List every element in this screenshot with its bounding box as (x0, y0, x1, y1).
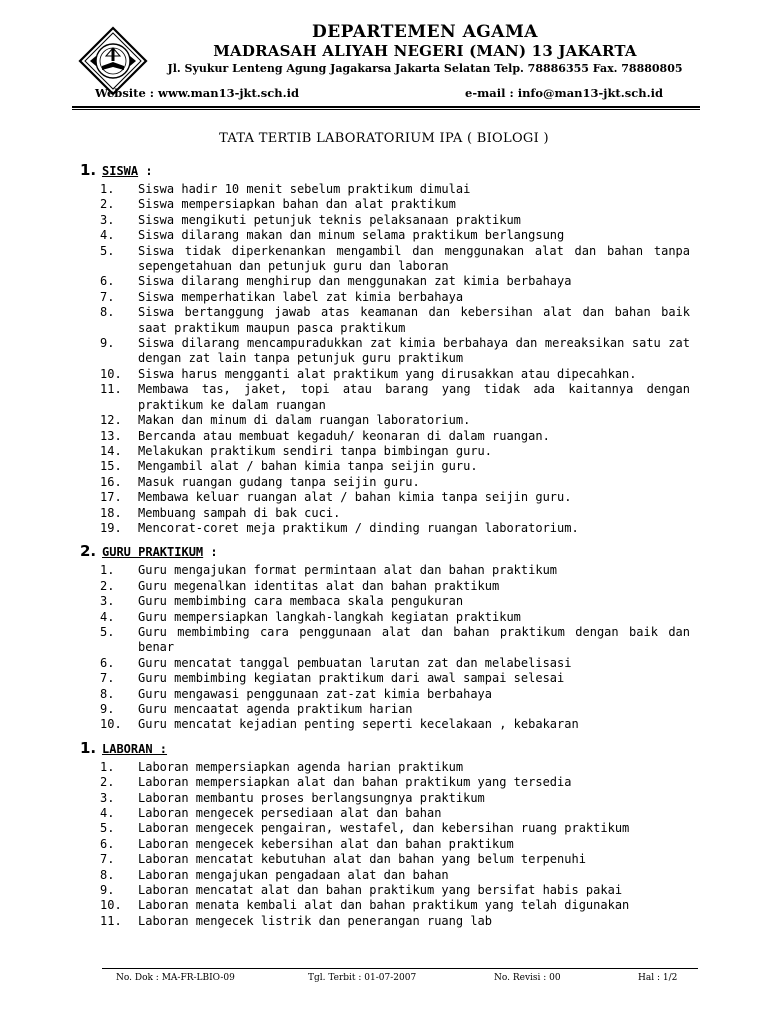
list-item-number: 9. (100, 336, 115, 351)
list-item (80, 490, 690, 505)
list-item (80, 213, 690, 228)
list-item (80, 367, 690, 382)
list-item (80, 382, 690, 413)
website-text: Website : www.man13-jkt.sch.id (95, 86, 300, 100)
list-item (80, 475, 690, 490)
list-item (80, 625, 690, 656)
list-item-number: 8. (100, 867, 115, 882)
list-item-text: Siswa dilarang mencampuradukkan zat kimia berbahaya dan mereaksikan satu zat dengan zat lain tanpa petunjuk guru praktikum (138, 336, 690, 366)
list-item-number: 7. (100, 289, 115, 304)
list-item-text: Makan dan minum di dalam ruangan laboratorium. (138, 413, 471, 428)
list-item (80, 883, 690, 898)
list-item-number: 10. (100, 898, 122, 913)
list-item-number: 2. (100, 775, 115, 790)
list-item (80, 197, 690, 212)
list-item-number: 10. (100, 717, 122, 732)
list-item-number: 9. (100, 883, 115, 898)
list-item-number: 3. (100, 594, 115, 609)
document-number: No. Dok : MA-FR-LBIO-09 (116, 973, 235, 983)
list-item-text: Siswa harus mengganti alat praktikum yang dirusakkan atau dipecahkan. (138, 366, 637, 381)
list-item-number: 3. (100, 212, 115, 227)
letterhead-divider-thin (72, 109, 700, 110)
list-item-text: Guru mempersiapkan langkah-langkah kegiatan praktikum (138, 609, 521, 624)
list-item-number: 11. (100, 913, 122, 928)
list-item-text: Laboran mencatat alat dan bahan praktikum yang bersifat habis pakai (138, 883, 623, 898)
school-address: Jl. Syukur Lenteng Agung Jagakarsa Jakarta Selatan Telp. 78886355 Fax. 78880805 (167, 62, 683, 75)
section-title-suffix: : (203, 545, 218, 560)
section-heading (80, 738, 690, 760)
list-item-text: Guru mencatat tanggal pembuatan larutan zat dan melabelisasi (138, 655, 572, 670)
list-item-number: 1. (100, 563, 115, 578)
list-item-text: Siswa mengikuti petunjuk teknis pelaksanaan praktikum (138, 212, 521, 227)
list-item-text: Laboran mengecek pengairan, westafel, dan kebersihan ruang praktikum (138, 821, 630, 836)
section-number: 2. (80, 542, 97, 561)
section-number: 1. (80, 738, 97, 757)
list-item-number: 7. (100, 852, 115, 867)
list-item-number: 19. (100, 520, 122, 535)
list-item (80, 702, 690, 717)
list-item-number: 5. (100, 243, 115, 258)
list-item-number: 14. (100, 443, 122, 458)
list-item (80, 821, 690, 836)
list-item-number: 2. (100, 578, 115, 593)
list-item-text: Guru mencatat kejadian penting seperti kecelakaan , kebakaran (138, 717, 579, 732)
list-item-text: Melakukan praktikum sendiri tanpa bimbingan guru. (138, 443, 493, 458)
list-item-text: Guru mengajukan format permintaan alat dan bahan praktikum (138, 563, 558, 578)
list-item-number: 11. (100, 382, 122, 397)
list-item (80, 610, 690, 625)
list-item (80, 182, 690, 197)
email-text: e-mail : info@man13-jkt.sch.id (465, 86, 663, 100)
list-item-text: Mencorat-coret meja praktikum / dinding ruangan laboratorium. (138, 520, 579, 535)
list-item-text: Siswa dilarang menghirup dan menggunakan zat kimia berbahaya (138, 274, 572, 289)
list-item (80, 671, 690, 686)
organization-name: DEPARTEMEN AGAMA (311, 22, 538, 42)
list-item-text: Masuk ruangan gudang tanpa seijin guru. (138, 474, 420, 489)
list-item-text: Guru membimbing kegiatan praktikum dari awal sampai selesai (138, 671, 565, 686)
list-item (80, 837, 690, 852)
list-item-text: Guru mengawasi penggunaan zat-zat kimia berbahaya (138, 686, 493, 701)
list-item-text: Siswa bertanggung jawab atas keamanan dan kebersihan alat dan bahan baik saat praktikum maupun pasca praktikum (138, 305, 690, 335)
list-item (80, 579, 690, 594)
list-item (80, 521, 690, 536)
list-item (80, 244, 690, 275)
list-item-text: Laboran mencatat kebutuhan alat dan bahan yang belum terpenuhi (138, 852, 586, 867)
list-item-text: Membuang sampah di bak cuci. (138, 505, 341, 520)
section-title: LABORAN : (102, 741, 168, 756)
section-heading (80, 544, 690, 563)
list-item-number: 5. (100, 624, 115, 639)
list-item-number: 17. (100, 490, 122, 505)
list-item-text: Guru membimbing cara membaca skala pengukuran (138, 594, 464, 609)
list-item-number: 8. (100, 686, 115, 701)
list-item (80, 687, 690, 702)
revision-number: No. Revisi : 00 (494, 973, 561, 983)
section-title: GURU PRAKTIKUM (102, 545, 204, 560)
list-item-number: 6. (100, 655, 115, 670)
list-item-number: 1. (100, 759, 115, 774)
list-item (80, 775, 690, 790)
list-item (80, 806, 690, 821)
list-item-text: Siswa mempersiapkan bahan dan alat praktikum (138, 197, 456, 212)
page-number: Hal : 1/2 (638, 973, 678, 983)
list-item-text: Siswa dilarang makan dan minum selama praktikum berlangsung (138, 228, 565, 243)
list-item-text: Siswa tidak diperkenankan mengambil dan menggunakan alat dan bahan tanpa sepengetahuan dan petunjuk guru dan laboran (138, 243, 690, 274)
list-item (80, 459, 690, 474)
list-item-number: 2. (100, 197, 115, 212)
rule-list (80, 182, 690, 536)
list-item (80, 868, 690, 883)
list-item-text: Laboran mempersiapkan alat dan bahan praktikum yang tersedia (138, 775, 572, 790)
rules-content (80, 163, 690, 929)
list-item (80, 594, 690, 609)
list-item (80, 429, 690, 444)
list-item-text: Laboran mengecek kebersihan alat dan bahan praktikum (138, 836, 514, 851)
section-title: SISWA (102, 164, 139, 178)
list-item-number: 16. (100, 474, 122, 489)
list-item-number: 12. (100, 413, 122, 428)
list-item-number: 5. (100, 821, 115, 836)
list-item (80, 228, 690, 243)
list-item (80, 717, 690, 732)
list-item-number: 9. (100, 702, 115, 716)
list-item (80, 852, 690, 867)
letterhead-text (146, 22, 704, 77)
list-item (80, 898, 690, 913)
rule-list (80, 563, 690, 732)
section-heading (80, 163, 690, 182)
section-guru-praktikum (80, 544, 690, 732)
list-item-number: 4. (100, 806, 115, 821)
list-item (80, 791, 690, 806)
list-item-number: 4. (100, 228, 115, 243)
list-item-text: Laboran mengajukan pengadaan alat dan bahan (138, 867, 449, 882)
list-item-text: Laboran mempersiapkan agenda harian praktikum (138, 759, 464, 774)
section-laboran (80, 738, 690, 929)
list-item-text: Guru mencaatat agenda praktikum harian (138, 702, 413, 716)
list-item-text: Bercanda atau membuat kegaduh/ keonaran di dalam ruangan. (138, 428, 550, 443)
document-title: TATA TERTIB LABORATORIUM IPA ( BIOLOGI ) (219, 131, 549, 146)
rule-list (80, 760, 690, 929)
list-item-number: 15. (100, 459, 122, 474)
issue-date: Tgl. Terbit : 01-07-2007 (308, 973, 417, 983)
list-item-number: 3. (100, 790, 115, 805)
section-siswa (80, 163, 690, 536)
school-name: MADRASAH ALIYAH NEGERI (MAN) 13 JAKARTA (213, 42, 637, 60)
list-item-text: Membawa keluar ruangan alat / bahan kimia tanpa seijin guru. (138, 490, 572, 505)
list-item-number: 4. (100, 609, 115, 624)
list-item (80, 914, 690, 929)
list-item-number: 10. (100, 366, 122, 381)
list-item-text: Membawa tas, jaket, topi atau barang yang tidak ada kaitannya dengan praktikum ke dalam ruangan (138, 382, 690, 412)
list-item-number: 13. (100, 428, 122, 443)
list-item-text: Laboran membantu proses berlangsungnya praktikum (138, 790, 485, 805)
list-item-number: 1. (100, 182, 115, 196)
list-item (80, 506, 690, 521)
list-item-number: 6. (100, 836, 115, 851)
list-item (80, 336, 690, 367)
section-title-suffix: : (138, 164, 153, 178)
list-item (80, 656, 690, 671)
letterhead-divider-thick (72, 106, 700, 108)
footer-divider (102, 968, 698, 969)
list-item (80, 413, 690, 428)
list-item-text: Siswa hadir 10 menit sebelum praktikum dimulai (138, 182, 471, 196)
list-item (80, 760, 690, 775)
list-item-text: Laboran mengecek persediaan alat dan bahan (138, 806, 442, 821)
list-item-text: Laboran mengecek listrik dan penerangan ruang lab (138, 913, 493, 928)
list-item-text: Mengambil alat / bahan kimia tanpa seijin guru. (138, 459, 478, 474)
list-item (80, 444, 690, 459)
list-item-number: 18. (100, 505, 122, 520)
list-item (80, 305, 690, 336)
list-item-text: Laboran menata kembali alat dan bahan praktikum yang telah digunakan (138, 898, 630, 913)
list-item (80, 563, 690, 578)
list-item (80, 274, 690, 289)
section-number: 1. (80, 161, 97, 179)
list-item-text: Siswa memperhatikan label zat kimia berbahaya (138, 289, 464, 304)
list-item-number: 6. (100, 274, 115, 289)
list-item (80, 290, 690, 305)
list-item-number: 7. (100, 671, 115, 686)
list-item-text: Guru membimbing cara penggunaan alat dan bahan praktikum dengan baik dan benar (138, 624, 690, 655)
list-item-number: 8. (100, 305, 115, 320)
list-item-text: Guru megenalkan identitas alat dan bahan praktikum (138, 578, 500, 593)
